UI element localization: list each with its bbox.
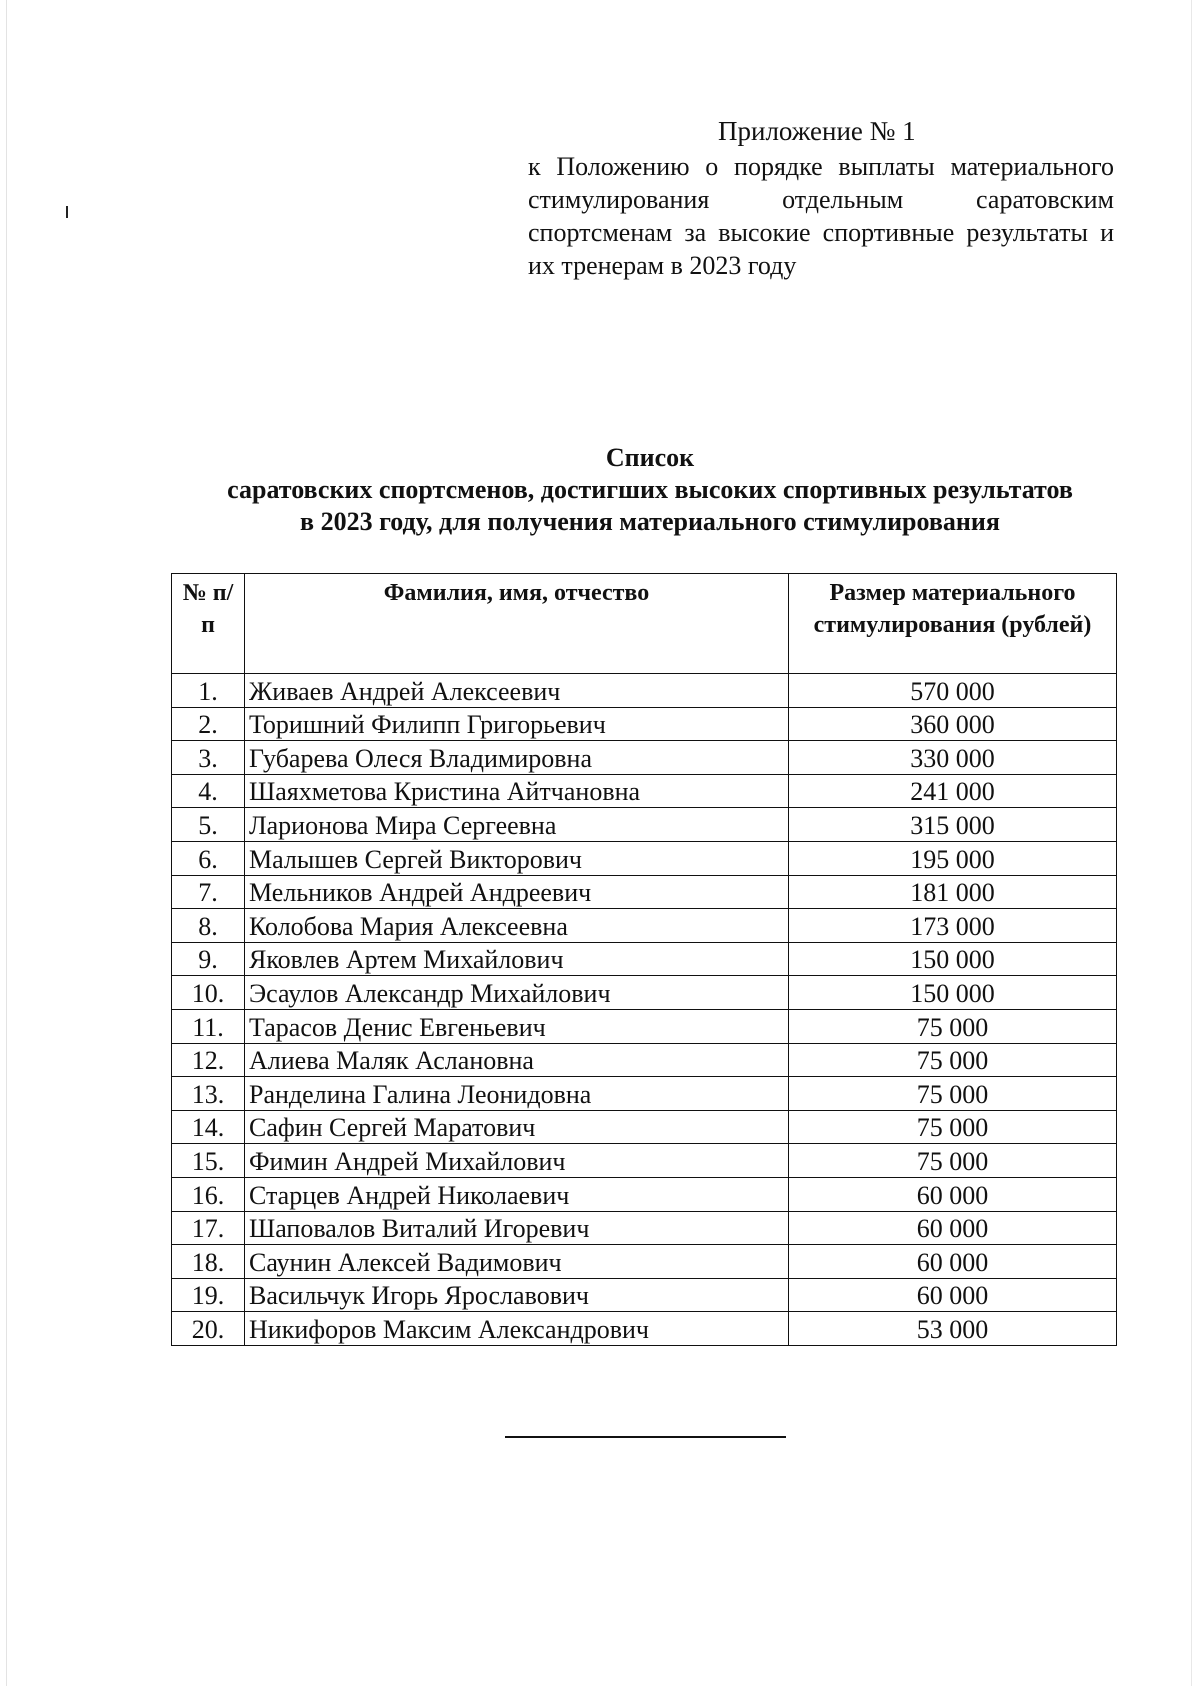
table-row	[172, 741, 1117, 775]
scan-edge-right	[1191, 0, 1192, 1686]
row-name: Алиева Маляк Аслановна	[245, 1043, 789, 1077]
row-number: 17.	[172, 1211, 245, 1245]
row-name: Эсаулов Александр Михайлович	[245, 976, 789, 1010]
row-name: Живаев Андрей Алексеевич	[245, 674, 789, 708]
row-number: 5.	[172, 808, 245, 842]
table-row	[172, 875, 1117, 909]
row-number: 2.	[172, 707, 245, 741]
table-row	[172, 909, 1117, 943]
row-amount: 360 000	[789, 707, 1117, 741]
row-amount: 75 000	[789, 1009, 1117, 1043]
table-row	[172, 1077, 1117, 1111]
table-row	[172, 1009, 1117, 1043]
awards-table	[171, 573, 1117, 1346]
row-amount: 315 000	[789, 808, 1117, 842]
row-number: 7.	[172, 875, 245, 909]
row-name: Саунин Алексей Вадимович	[245, 1245, 789, 1279]
row-name: Никифоров Максим Александрович	[245, 1312, 789, 1346]
table-row	[172, 976, 1117, 1010]
list-heading-subtitle-line2: в 2023 году, для получения материального стимулирования	[300, 507, 1000, 536]
row-amount: 75 000	[789, 1077, 1117, 1111]
table-row	[172, 1211, 1117, 1245]
table-row	[172, 1110, 1117, 1144]
table-row	[172, 707, 1117, 741]
table-row	[172, 1043, 1117, 1077]
row-number: 4.	[172, 774, 245, 808]
row-number: 13.	[172, 1077, 245, 1111]
row-name: Колобова Мария Алексеевна	[245, 909, 789, 943]
table-row	[172, 1144, 1117, 1178]
scan-edge-left	[6, 0, 7, 1686]
row-number: 9.	[172, 942, 245, 976]
table-row	[172, 1177, 1117, 1211]
header-number: № п/п	[172, 574, 245, 674]
list-heading-title: Список	[605, 443, 695, 472]
row-number: 3.	[172, 741, 245, 775]
table-header-row	[172, 574, 1117, 674]
table-row	[172, 1245, 1117, 1279]
row-name: Старцев Андрей Николаевич	[245, 1177, 789, 1211]
table-row	[172, 808, 1117, 842]
table-row	[172, 841, 1117, 875]
row-amount: 75 000	[789, 1043, 1117, 1077]
row-amount: 195 000	[789, 841, 1117, 875]
row-number: 11.	[172, 1009, 245, 1043]
row-name: Торишний Филипп Григорьевич	[245, 707, 789, 741]
row-amount: 53 000	[789, 1312, 1117, 1346]
row-amount: 173 000	[789, 909, 1117, 943]
row-amount: 60 000	[789, 1245, 1117, 1279]
row-name: Шаяхметова Кристина Айтчановна	[245, 774, 789, 808]
row-amount: 241 000	[789, 774, 1117, 808]
appendix-title: Приложение № 1	[718, 116, 916, 146]
row-amount: 60 000	[789, 1211, 1117, 1245]
row-name: Шаповалов Виталий Игоревич	[245, 1211, 789, 1245]
header-amount: Размер материального стимулирования (рублей)	[789, 574, 1117, 674]
row-number: 8.	[172, 909, 245, 943]
row-number: 15.	[172, 1144, 245, 1178]
row-number: 16.	[172, 1177, 245, 1211]
row-amount: 75 000	[789, 1110, 1117, 1144]
row-name: Фимин Андрей Михайлович	[245, 1144, 789, 1178]
row-number: 18.	[172, 1245, 245, 1279]
row-name: Васильчук Игорь Ярославович	[245, 1278, 789, 1312]
appendix-body: к Положению о порядке выплаты материального стимулирования отдельным саратовским спортсменам за высокие спортивные результаты и их тренерам в 2023 году	[528, 152, 1114, 280]
row-number: 1.	[172, 674, 245, 708]
row-name: Ларионова Мира Сергеевна	[245, 808, 789, 842]
row-number: 19.	[172, 1278, 245, 1312]
row-amount: 60 000	[789, 1278, 1117, 1312]
row-amount: 330 000	[789, 741, 1117, 775]
row-amount: 75 000	[789, 1144, 1117, 1178]
list-heading	[150, 442, 1150, 538]
row-name: Малышев Сергей Викторович	[245, 841, 789, 875]
row-name: Тарасов Денис Евгеньевич	[245, 1009, 789, 1043]
row-number: 14.	[172, 1110, 245, 1144]
header-name: Фамилия, имя, отчество	[245, 574, 789, 674]
row-amount: 150 000	[789, 942, 1117, 976]
row-amount: 181 000	[789, 875, 1117, 909]
row-number: 10.	[172, 976, 245, 1010]
scan-speck	[66, 206, 68, 218]
row-name: Губарева Олеся Владимировна	[245, 741, 789, 775]
row-amount: 570 000	[789, 674, 1117, 708]
awards-table-body	[172, 674, 1117, 1346]
row-number: 12.	[172, 1043, 245, 1077]
row-name: Мельников Андрей Андреевич	[245, 875, 789, 909]
row-amount: 60 000	[789, 1177, 1117, 1211]
row-name: Сафин Сергей Маратович	[245, 1110, 789, 1144]
row-name: Ранделина Галина Леонидовна	[245, 1077, 789, 1111]
table-row	[172, 1312, 1117, 1346]
row-number: 6.	[172, 841, 245, 875]
table-row	[172, 942, 1117, 976]
table-row	[172, 674, 1117, 708]
row-name: Яковлев Артем Михайлович	[245, 942, 789, 976]
row-number: 20.	[172, 1312, 245, 1346]
footer-rule	[505, 1436, 786, 1438]
list-heading-subtitle-line1: саратовских спортсменов, достигших высоких спортивных результатов	[227, 475, 1073, 504]
table-row	[172, 1278, 1117, 1312]
row-amount: 150 000	[789, 976, 1117, 1010]
table-row	[172, 774, 1117, 808]
